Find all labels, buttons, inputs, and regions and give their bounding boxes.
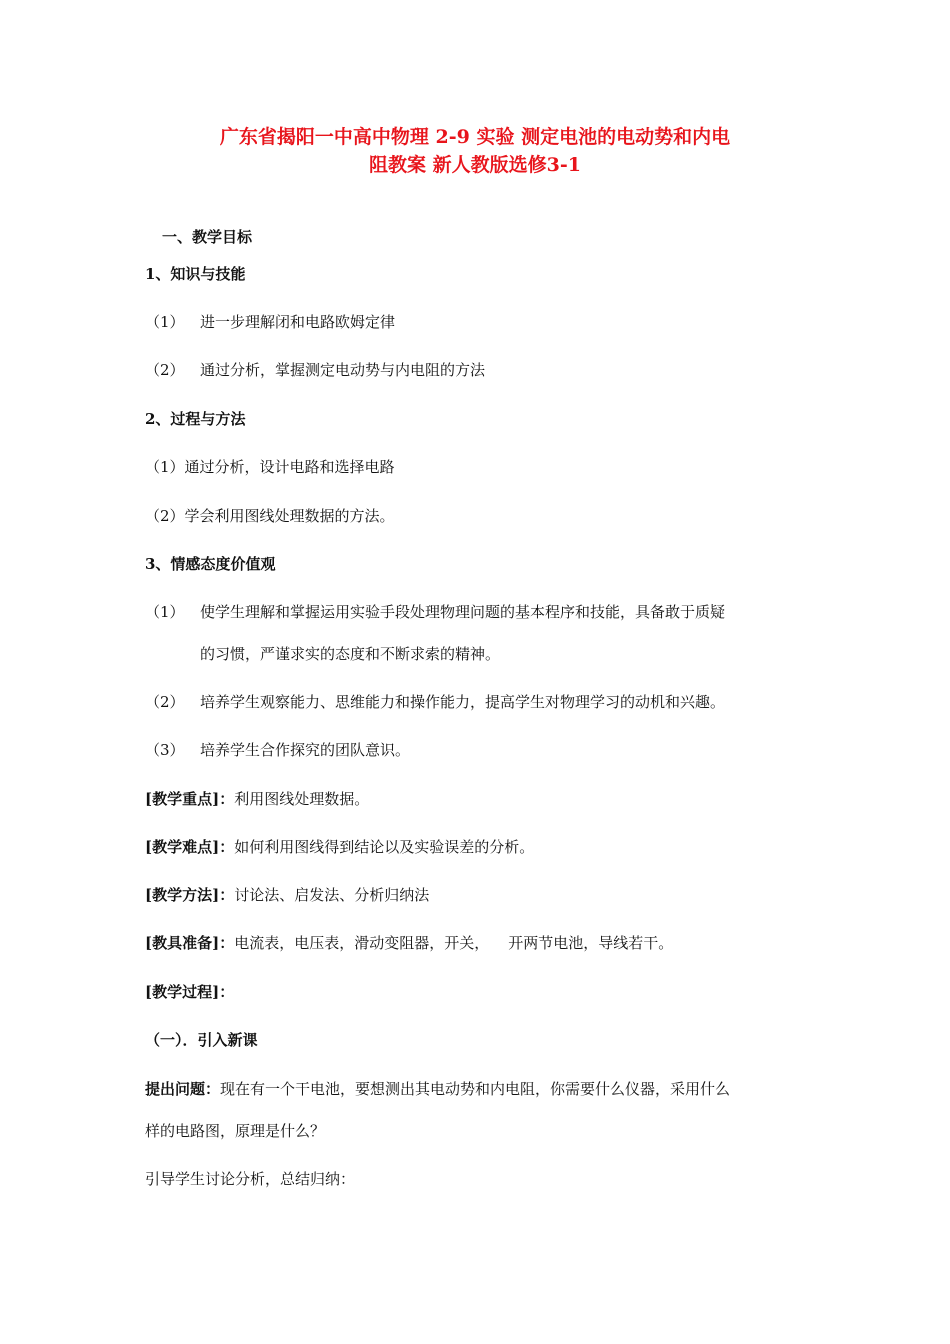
item-number: （1） — [145, 313, 185, 331]
item-text: 进一步理解闭和电路欧姆定律 — [200, 313, 396, 331]
item-number: （1） — [145, 603, 185, 621]
question-continuation: 样的电路图，原理是什么？ — [145, 1122, 326, 1140]
list-item-continuation: 的习惯，严谨求实的态度和不断求索的精神。 — [200, 645, 501, 663]
equipment-text: 电流表，电压表，滑动变阻器，开关， 开两节电池，导线若干。 — [234, 934, 674, 952]
key-points-text: 利用图线处理数据。 — [234, 790, 370, 808]
equipment-label: [教具准备]： — [145, 934, 235, 952]
subsection-heading-process: 2、过程与方法 — [145, 410, 246, 428]
difficulties-label: [教学难点]： — [145, 838, 235, 856]
methods-label: [教学方法]： — [145, 886, 235, 904]
methods — [145, 883, 429, 907]
item-number: （2） — [145, 507, 185, 525]
subsection-heading-values: 3、情感态度价值观 — [145, 555, 276, 573]
document-title-line-2: 阻教案 新人教版选修3-1 — [369, 154, 581, 176]
list-item — [145, 690, 725, 714]
question — [145, 1077, 730, 1101]
item-text: 培养学生观察能力、思维能力和操作能力，提高学生对物理学习的动机和兴趣。 — [200, 693, 726, 711]
equipment — [145, 931, 673, 955]
difficulties — [145, 835, 534, 859]
item-text: 培养学生合作探究的团队意识。 — [200, 741, 411, 759]
section-heading-objectives: 一、教学目标 — [162, 228, 253, 246]
list-item — [145, 358, 485, 382]
list-item — [145, 600, 725, 624]
item-text: 学会利用图线处理数据的方法。 — [184, 507, 395, 525]
list-item — [145, 455, 395, 479]
item-number: （1） — [145, 458, 185, 476]
methods-text: 讨论法、启发法、分析归纳法 — [234, 886, 430, 904]
process-label: [教学过程]： — [145, 983, 235, 1001]
item-text: 使学生理解和掌握运用实验手段处理物理问题的基本程序和技能，具备敢于质疑 — [200, 603, 726, 621]
list-item — [145, 504, 395, 528]
question-text: 现在有一个干电池，要想测出其电动势和内电阻，你需要什么仪器，采用什么 — [220, 1080, 731, 1098]
item-text: 通过分析，设计电路和选择电路 — [184, 458, 395, 476]
item-text: 通过分析，掌握测定电动势与内电阻的方法 — [200, 361, 486, 379]
key-points — [145, 787, 369, 811]
intro-heading: （一）．引入新课 — [145, 1031, 258, 1049]
document-title-line-1: 广东省揭阳一中高中物理 2-9 实验 测定电池的电动势和内电 — [219, 126, 731, 148]
item-number: （2） — [145, 361, 185, 379]
list-item — [145, 738, 410, 762]
item-number: （2） — [145, 693, 185, 711]
difficulties-text: 如何利用图线得到结论以及实验误差的分析。 — [234, 838, 535, 856]
list-item — [145, 310, 395, 334]
guide-text: 引导学生讨论分析，总结归纳： — [145, 1170, 356, 1188]
item-number: （3） — [145, 741, 185, 759]
key-points-label: [教学重点]： — [145, 790, 235, 808]
question-label: 提出问题： — [145, 1080, 221, 1098]
subsection-heading-knowledge: 1、知识与技能 — [145, 265, 246, 283]
